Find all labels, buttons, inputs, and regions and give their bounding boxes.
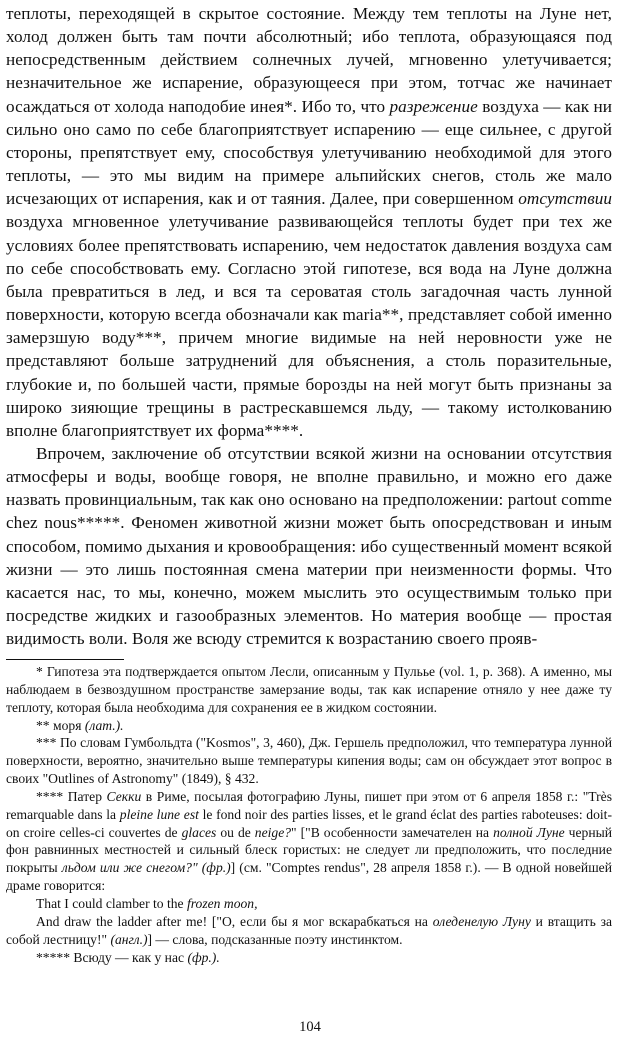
text-run: теплоты, переходящей в скрытое состояние. Между тем теплоты на Луне нет, холод должен быть там почти абсолютный; ибо теплота, образующаяся под непосредственным действием солнечных лучей, мгновенно улетучивается; незначительное же испарение, образующееся при этом, тотчас же начинает осаждаться от холода наподобие инея*. Ибо то, что bbox=[6, 4, 612, 116]
italic-run: льдом или же снегом?" (фр.) bbox=[61, 860, 231, 876]
text-run: That I could clamber to the bbox=[36, 895, 187, 911]
text-run: ***** Всюду — как у нас bbox=[36, 949, 188, 965]
main-text bbox=[6, 2, 612, 650]
text-run: ] (см. "Comptes rendus", 28 апреля 1858 г.). — В одной новейшей драме говорится: bbox=[6, 860, 612, 894]
text-run: воздуха мгновенное улетучивание развивающейся теплоты будет при тех же условиях более препятствовать испарению, чем недостаток давления воздуха сам по себе способствовать ему. Согласно этой гипотезе, вся вода на Луне должна была превратиться в лед, и вся та сероватая столь загадочная часть лунной поверхности, которую всегда обозначали как maria**, представляет собой именно замерзшую воду***, причем многие видимые на ней неровности уже не представляют больше затруднений для объяснения, а столь поразительные, глубокие и, по большей части, прямые борозды на ней могут быть признаны за широко зияющие трещины в растрескавшемся льду, — такому истолкованию вполне благоприятствует их форма****. bbox=[6, 212, 612, 440]
footnote-1: * Гипотеза эта подтверждается опытом Лесли, описанным у Пульье (vol. 1, p. 368). А именно, мы наблюдаем в безвоздушном пространстве замерзание воды, так как испарение отняло у нее даже ту теплоту, которая была необходима для сохранения ее в жидком состоянии. bbox=[6, 664, 612, 715]
footnote-5 bbox=[6, 949, 612, 967]
footnote-2 bbox=[6, 717, 612, 735]
italic-run: neige? bbox=[254, 824, 292, 840]
footnote-verse-1 bbox=[6, 895, 612, 913]
page-number: 104 bbox=[299, 1019, 321, 1035]
italic-run: разрежение bbox=[389, 96, 478, 116]
footnote-4 bbox=[6, 788, 612, 895]
italic-run: pleine lune est bbox=[119, 806, 199, 822]
text-run: And draw the ladder after me! ["О, если бы я мог вскарабкаться на bbox=[36, 913, 433, 929]
text-run: ** моря bbox=[36, 717, 85, 733]
text-run: **** Патер bbox=[36, 788, 107, 804]
text-run: ou de bbox=[216, 824, 255, 840]
footnote-divider bbox=[6, 659, 124, 660]
text-run: воздуха — как ни сильно оно само по себе благоприятствует испарению — еще сильнее, с другой стороны, препятствует ему, способствуя улетучиванию необходимой для этого теплоты, — это мы видим на примере альпийских снегов, столь же мало исчезающих от испарения, как и от таяния. Далее, при совершенном bbox=[6, 96, 612, 209]
italic-run: Секки bbox=[106, 788, 142, 804]
italic-run: (лат.). bbox=[84, 717, 124, 733]
italic-run: (фр.). bbox=[187, 949, 220, 965]
text-run: " ["В особенности замечателен на bbox=[291, 824, 494, 840]
footnote-verse-2 bbox=[6, 913, 612, 949]
paragraph-1 bbox=[6, 2, 612, 442]
italic-run: оледенелую Луну bbox=[432, 913, 531, 929]
footnote-3: *** По словам Гумбольдта ("Kosmos", 3, 460), Дж. Гершель предположил, что температура лунной поверхности, вероятно, значительно выше температуры кипения воды; сам он обсуждает этот вопрос в своих "Outlines of Astronomy" (1849), § 432. bbox=[6, 735, 612, 787]
italic-run: glaces bbox=[181, 824, 217, 840]
text-run: черный фон равнинных местностей и сильный блеск гористых: не следует ли предположить, что последние покрыты bbox=[6, 824, 613, 876]
text-run: ] — слова, подсказанные поэту инстинктом. bbox=[147, 931, 403, 947]
paragraph-2: Впрочем, заключение об отсутствии всякой жизни на основании отсутствия атмосферы и воды, вообще говоря, не вполне правильно, и можно его даже назвать провинциальным, так как оно основано на предположении: partout comme chez nous*****. Феномен животной жизни может быть опосредствован и иным способом, помимо дыхания и кровообращения: ибо существенный момент всякой жизни — это лишь постоянная смена материи при неизменности формы. Что касается нас, то мы, конечно, можем мыслить это осуществимым только при посредстве жидких и газообразных элементов. Но материя вообще — простая видимость воли. Воля же всюду стремится к возрастанию своего прояв- bbox=[6, 443, 612, 649]
text-run: в Риме, посылая фотографию Луны, пишет при этом от 6 апреля 1858 г.: "Très remarquable dans la bbox=[6, 788, 612, 822]
italic-run: отсутствии bbox=[518, 189, 612, 209]
italic-run: полной Луне bbox=[493, 824, 565, 840]
italic-run: frozen moon, bbox=[187, 895, 258, 911]
italic-run: (англ.) bbox=[110, 931, 148, 947]
text-run: le fond noir des parties lisses, et le grand éclat des parties raboteuses: doit-on croire celles-ci couvertes de bbox=[6, 806, 612, 840]
footnotes bbox=[6, 663, 612, 966]
text-run: и втащить за собой лестницу!" bbox=[6, 913, 612, 947]
